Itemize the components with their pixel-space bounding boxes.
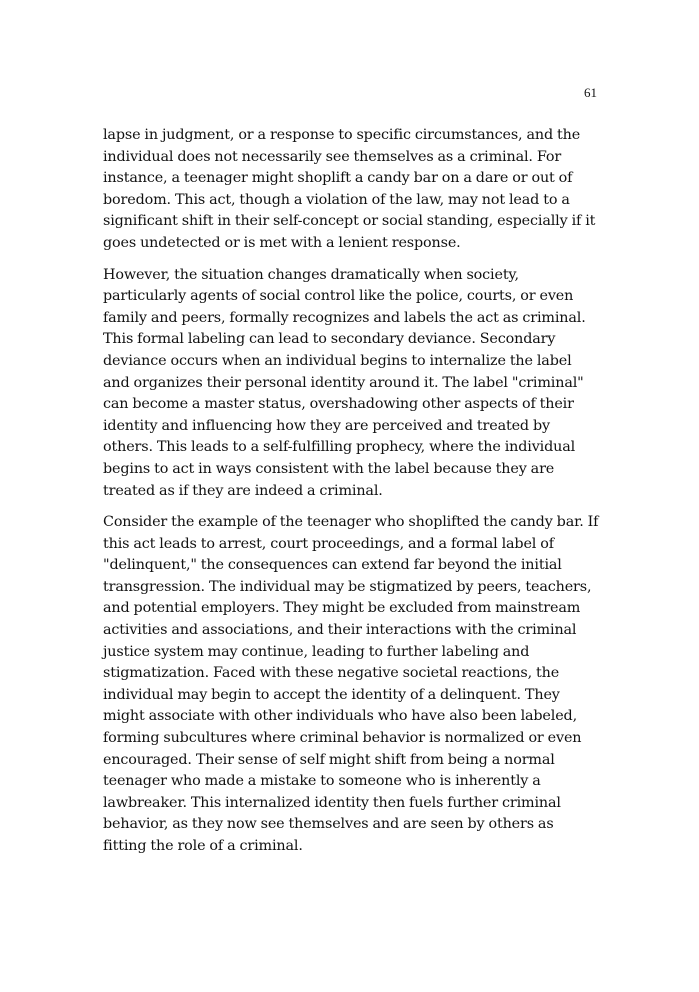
paragraph-2: However, the situation changes dramatically when society, particularly agents of social control like the police, courts, or even family and peers, formally recognizes and labels the act as criminal. This formal labeling can lead to secondary deviance. Secondary deviance occurs when an individual begins to internalize the label and organizes their personal identity around it. The label "criminal" can become a master status, overshadowing other aspects of their identity and influencing how they are perceived and treated by others. This leads to a self-fulfilling prophecy, where the individual begins to act in ways consistent with the label because they are treated as if they are indeed a criminal. <box>103 266 586 499</box>
body-text <box>103 125 599 868</box>
page-number: 61 <box>584 85 597 100</box>
paragraph-3: Consider the example of the teenager who shoplifted the candy bar. If this act leads to arrest, court proceedings, and a formal label of "delinquent," the consequences can extend far beyond the initial transgression. The individual may be stigmatized by peers, teachers, and potential employers. They might be excluded from mainstream activities and associations, and their interactions with the criminal justice system may continue, leading to further labeling and stigmatization. Faced with these negative societal reactions, the individual may begin to accept the identity of a delinquent. They might associate with other individuals who have also been labeled, forming subcultures where criminal behavior is normalized or even encouraged. Their sense of self might shift from being a normal teenager who made a mistake to someone who is inherently a lawbreaker. This internalized identity then fuels further criminal behavior, as they now see themselves and are seen by others as fitting the role of a criminal. <box>103 514 599 854</box>
paragraph-1: lapse in judgment, or a response to specific circumstances, and the individual does not necessarily see themselves as a criminal. For instance, a teenager might shoplift a candy bar on a dare or out of boredom. This act, though a violation of the law, may not lead to a significant shift in their self-concept or social standing, especially if it goes undetected or is met with a lenient response. <box>103 127 596 251</box>
